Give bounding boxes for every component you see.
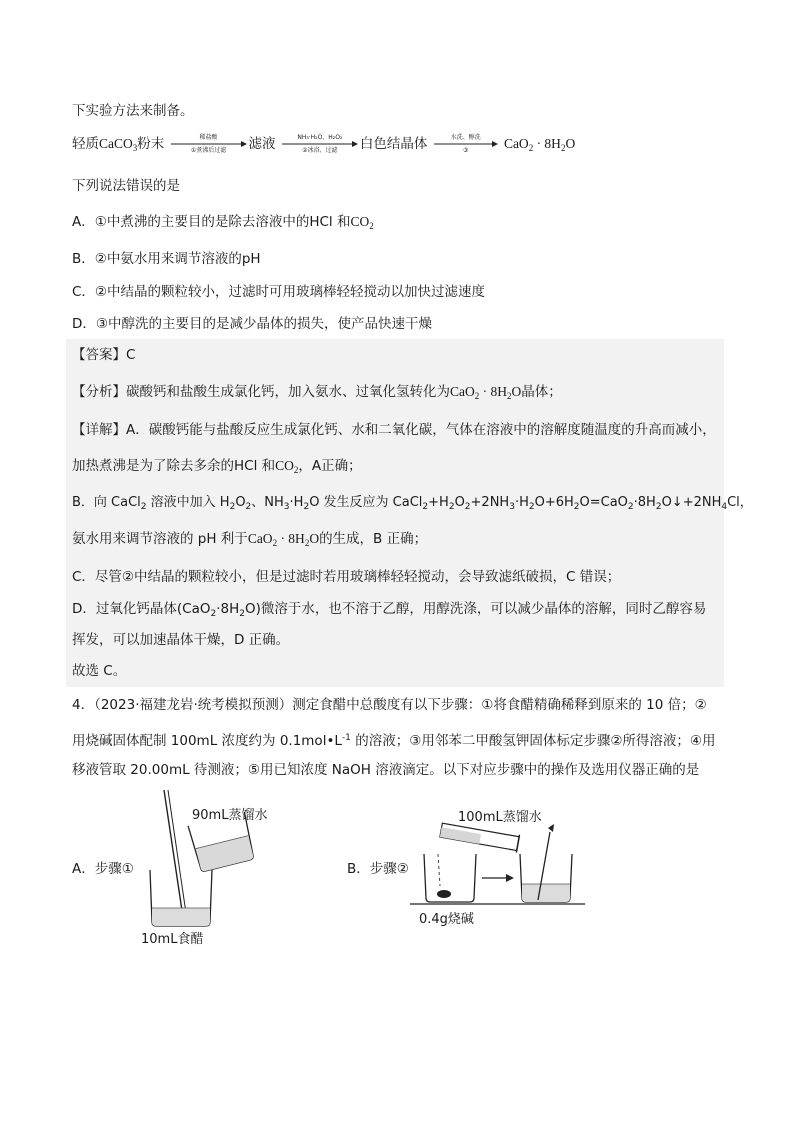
scheme-arrow-3 xyxy=(434,134,498,154)
q4-line-1: 4．（2023·福建龙岩·统考模拟预测）测定食醋中总酸度有以下步骤：①将食醋精确稀释到原来的 10 倍；② xyxy=(72,697,707,713)
arrow-1-reagent: 稀盐酸 xyxy=(199,134,218,141)
fig-b-water-label: 100mL蒸馏水 xyxy=(458,810,542,825)
scheme-arrow-2 xyxy=(282,134,358,154)
intro-text: 下实验方法来制备。 xyxy=(72,103,194,119)
scheme-powder: 粉末 xyxy=(137,136,165,152)
fig-a-label: A．步骤① xyxy=(72,861,134,877)
detail-line-2: 加热煮沸是为了除去多余的HCl 和$CO_2$，A正确； xyxy=(72,458,362,475)
fig-b-label: B．步骤② xyxy=(347,861,409,877)
question-stem: 下列说法错误的是 xyxy=(72,178,180,194)
fig-b-naoh-label: 0.4g烧碱 xyxy=(419,912,474,927)
option-a: A．①中煮沸的主要目的是除去溶液中的HCl 和$CO_2$ xyxy=(72,214,374,231)
option-c: C．②中结晶的颗粒较小，过滤时可用玻璃棒轻轻搅动以加快过滤速度 xyxy=(72,284,486,300)
reaction-scheme xyxy=(72,134,575,162)
arrow-3-condition: ③ xyxy=(462,147,469,154)
option-d: D．③中醇洗的主要目的是减少晶体的损失，使产品快速干燥 xyxy=(72,316,432,332)
detail-d-line-1: D．过氧化钙晶体$(CaO_2\cdot 8H_2O)$微溶于水，也不溶于乙醇，用醇洗涤，可以减少晶体的溶解，同时乙醇容易 xyxy=(72,601,707,619)
scheme-crystal: 白色结晶体 xyxy=(359,136,428,152)
fig-a-water-label: 90mL蒸馏水 xyxy=(192,808,268,823)
arrow-2-condition: ②冰浴、过滤 xyxy=(302,147,338,154)
answer-label: 【答案】C xyxy=(72,347,136,363)
naoh-solid xyxy=(437,890,451,898)
q4-line-2: 用烧碱固体配制 100mL 浓度约为 $0.1mol•L^{-1}$ 的溶液；③用邻苯二甲酸氢钾固体标定步骤②所得溶液；④用 xyxy=(72,733,716,749)
detail-c: C．尽管②中结晶的颗粒较小，但是过滤时若用玻璃棒轻轻搅动，会导致滤纸破损，C 错误； xyxy=(72,569,621,585)
glass-rod xyxy=(164,790,184,924)
fig-b-diagram xyxy=(410,820,585,912)
option-b: B．②中氨水用来调节溶液的pH xyxy=(72,251,261,267)
fig-a-vinegar-label: 10mL食醋 xyxy=(141,932,204,947)
q4-line-3: 移液管取 20.00mL 待测液；⑤用已知浓度 NaOH 溶液滴定。以下对应步骤中的操作及选用仪器正确的是 xyxy=(72,762,700,778)
scheme-product: $CaO_2 \cdot 8H_2O$ xyxy=(503,136,576,153)
detail-d-line-2: 挥发，可以加速晶体干燥，D 正确。 xyxy=(72,632,290,648)
final-choice: 故选 C。 xyxy=(72,663,127,679)
scheme-filtrate: 滤液 xyxy=(248,136,276,152)
scheme-caco3: CaCO$_3$ xyxy=(99,136,138,153)
detail-b-line-1: B．向 CaCl$_2$ 溶液中加入 $H_2O_2$、$NH_3\cdot H_2O$ 发生反应为 $CaCl_2+H_2O_2+2NH_3\cdot H_2O+6H_2O=CaO_2\cdot 8H_2O↓+2NH_4Cl$， xyxy=(72,495,753,512)
arrow-1-condition: ①煮沸后过滤 xyxy=(190,147,227,154)
detail-line-1: 【详解】A．碳酸钙能与盐酸反应生成氯化钙、水和二氧化碳，气体在溶液中的溶解度随温度的升高而减小， xyxy=(72,422,716,438)
arrow-2-reagent: NH₃·H₂O、H₂O₂ xyxy=(297,134,343,141)
arrow-3-reagent: 水洗、醇洗 xyxy=(450,134,481,141)
detail-b-line-2: 氨水用来调节溶液的 pH 利于$CaO_2 \cdot 8H_2O$的生成，B 正确； xyxy=(72,531,428,548)
scheme-arrow-1 xyxy=(171,134,247,154)
scheme-start: 轻质 xyxy=(72,136,99,152)
analysis-text: 【分析】碳酸钙和盐酸生成氯化钙，加入氨水、过氧化氢转化为$CaO_2 \cdot 8H_2O$晶体； xyxy=(72,384,562,401)
